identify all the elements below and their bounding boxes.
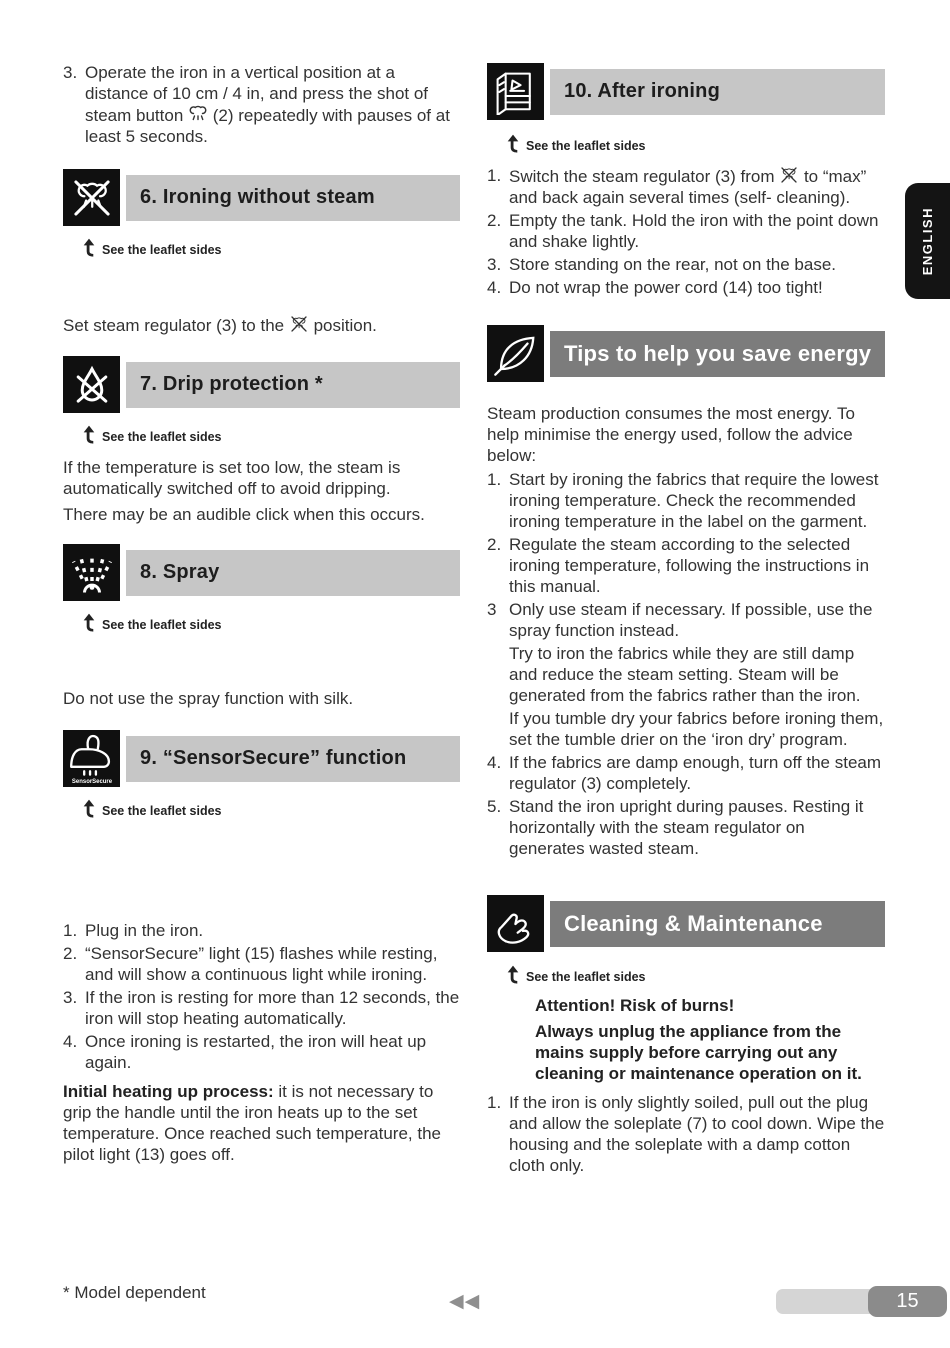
numbered-list: [487, 1092, 885, 1176]
list-item: 2. Empty the tank. Hold the iron with the point down and shake lightly.: [487, 211, 879, 251]
list-text: (2) repeatedly with pauses of at least 5 seconds.: [85, 106, 450, 146]
leaflet-arrow-icon: [83, 613, 95, 633]
language-tab-label: ENGLISH: [920, 206, 935, 276]
warning-text: Always unplug the appliance from the mains supply before carrying out any cleaning or maintenance operation on it.: [535, 1022, 862, 1083]
numbered-list: [487, 165, 885, 298]
list-item: 4. Once ironing is restarted, the iron will heat up again.: [63, 1032, 427, 1072]
leaflet-note-label: See the leaflet sides: [102, 430, 222, 444]
list-item: 2. Regulate the steam according to the selected ironing temperature, following the instructions in this manual.: [487, 535, 870, 596]
paragraph: Set steam regulator (3) to the position.: [63, 316, 377, 335]
list-item: 3. Store standing on the rear, not on the base.: [487, 255, 837, 274]
leaflet-note-label: See the leaflet sides: [102, 243, 222, 257]
section-title: 6. Ironing without steam: [140, 186, 375, 208]
wardrobe-icon: [487, 63, 544, 120]
paragraph: There may be an audible click when this occurs.: [63, 505, 425, 524]
no-steam-icon: [63, 169, 120, 226]
leaflet-note-label: See the leaflet sides: [526, 970, 646, 984]
leaflet-arrow-icon: [507, 965, 519, 985]
no-steam-icon: [289, 314, 309, 332]
section-header-cleaning: [487, 895, 885, 952]
list-item: 1. If the iron is only slightly soiled, pull out the plug and allow the soleplate (7) to cool down. Wipe the housing and the soleplate with a damp cotton cloth only.: [487, 1093, 885, 1175]
list-item: 2. “SensorSecure” light (15) flashes while resting, and will show a continuous light while ironing.: [63, 944, 438, 984]
right-column: [487, 0, 885, 1178]
section-title: Cleaning & Maintenance: [564, 910, 823, 936]
list-item: 1. Start by ironing the fabrics that require the lowest ironing temperature. Check the recommended ironing temperature in the label on the garment.: [487, 470, 879, 531]
paragraph: Steam production consumes the most energy. To help minimise the energy used, follow the advice below:: [487, 404, 855, 465]
list-item: 3 Only use steam if necessary. If possible, use the spray function instead. Try to iron the fabrics while they are still damp and reduce the steam setting. Steam will be generated from the fabrics rather than the iron. If you tumble dry your fabrics before ironing them, set the tumble drier on the ‘iron dry’ program.: [487, 600, 884, 749]
leaflet-note: [83, 799, 460, 819]
section-title: 9. “SensorSecure” function: [140, 747, 407, 769]
double-left-arrows-icon: ◀◀: [449, 1291, 481, 1312]
no-steam-icon: [779, 165, 799, 183]
list-item: 4. If the fabrics are damp enough, turn off the steam regulator (3) completely.: [487, 753, 882, 793]
warning-title: Attention! Risk of burns!: [535, 996, 735, 1015]
cleaning-hand-icon: [487, 895, 544, 952]
section-header-ironing-without-steam: [63, 169, 460, 226]
numbered-list: [63, 920, 460, 1073]
sensorsecure-icon: [63, 730, 120, 787]
bold-lead: Initial heating up process:: [63, 1082, 274, 1101]
numbered-list: [487, 469, 885, 859]
leaflet-arrow-icon: [83, 799, 95, 819]
leaflet-note-label: See the leaflet sides: [102, 618, 222, 632]
leaflet-arrow-icon: [507, 134, 519, 154]
page-number-bar: [776, 1289, 882, 1314]
leaf-icon: [487, 325, 544, 382]
page-number-badge: [868, 1286, 947, 1317]
no-drip-icon: [63, 356, 120, 413]
leaflet-arrow-icon: [83, 425, 95, 445]
section-header-after-ironing: [487, 63, 885, 120]
leaflet-arrow-icon: [83, 238, 95, 258]
leaflet-note-label: See the leaflet sides: [102, 804, 222, 818]
left-column: [63, 0, 460, 1165]
list-item: 4. Do not wrap the power cord (14) too tight!: [487, 278, 823, 297]
section-title: 10. After ironing: [564, 80, 721, 102]
section-title: Tips to help you save energy: [564, 340, 872, 366]
section-header-drip-protection: [63, 356, 460, 413]
warning-block: [487, 995, 885, 1084]
section-header-energy-tips: [487, 325, 885, 382]
section-header-sensorsecure: [63, 730, 460, 787]
shot-of-steam-icon: [188, 104, 208, 122]
list-item: 1. Switch the steam regulator (3) from to “max” and back again several times (self- cleaning).: [487, 166, 867, 207]
page-number: 15: [896, 1290, 919, 1312]
spray-icon: [63, 544, 120, 601]
section-title: 7. Drip protection *: [140, 373, 323, 395]
sub-paragraph: Try to iron the fabrics while they are still damp and reduce the steam setting. Steam will be generated from the fabrics rather than the iron.: [509, 644, 861, 705]
paragraph: Initial heating up process: it is not necessary to grip the handle until the iron heats up to the set temperature. Once reached such temperature, the pilot light (13) goes off.: [63, 1082, 441, 1164]
section-header-spray: [63, 544, 460, 601]
list-item: 5. Stand the iron upright during pauses. Resting it horizontally with the steam regulator on generates wasted steam.: [487, 797, 864, 858]
leaflet-note: [507, 965, 885, 985]
list-item: [63, 62, 460, 147]
list-marker: 3.: [63, 63, 78, 82]
paragraph: If the temperature is set too low, the steam is automatically switched off to avoid dripping.: [63, 458, 401, 498]
section-title: 8. Spray: [140, 561, 220, 583]
footnote: * Model dependent: [63, 1283, 206, 1302]
leaflet-note: [507, 134, 885, 154]
list-item: 3. If the iron is resting for more than 12 seconds, the iron will stop heating automatically.: [63, 988, 460, 1028]
leaflet-note-label: See the leaflet sides: [526, 139, 646, 153]
paragraph: Do not use the spray function with silk.: [63, 689, 354, 708]
leaflet-note: [83, 425, 460, 445]
leaflet-note: [83, 613, 460, 633]
language-tab: [905, 183, 950, 299]
leaflet-note: [83, 238, 460, 258]
sub-paragraph: If you tumble dry your fabrics before ironing them, set the tumble drier on the ‘iron dry’ program.: [509, 709, 884, 749]
list-text: Operate the iron in a vertical position at a distance of 10 cm / 4 in, and press the shot of steam button: [85, 63, 429, 125]
list-item: 1. Plug in the iron.: [63, 921, 204, 940]
